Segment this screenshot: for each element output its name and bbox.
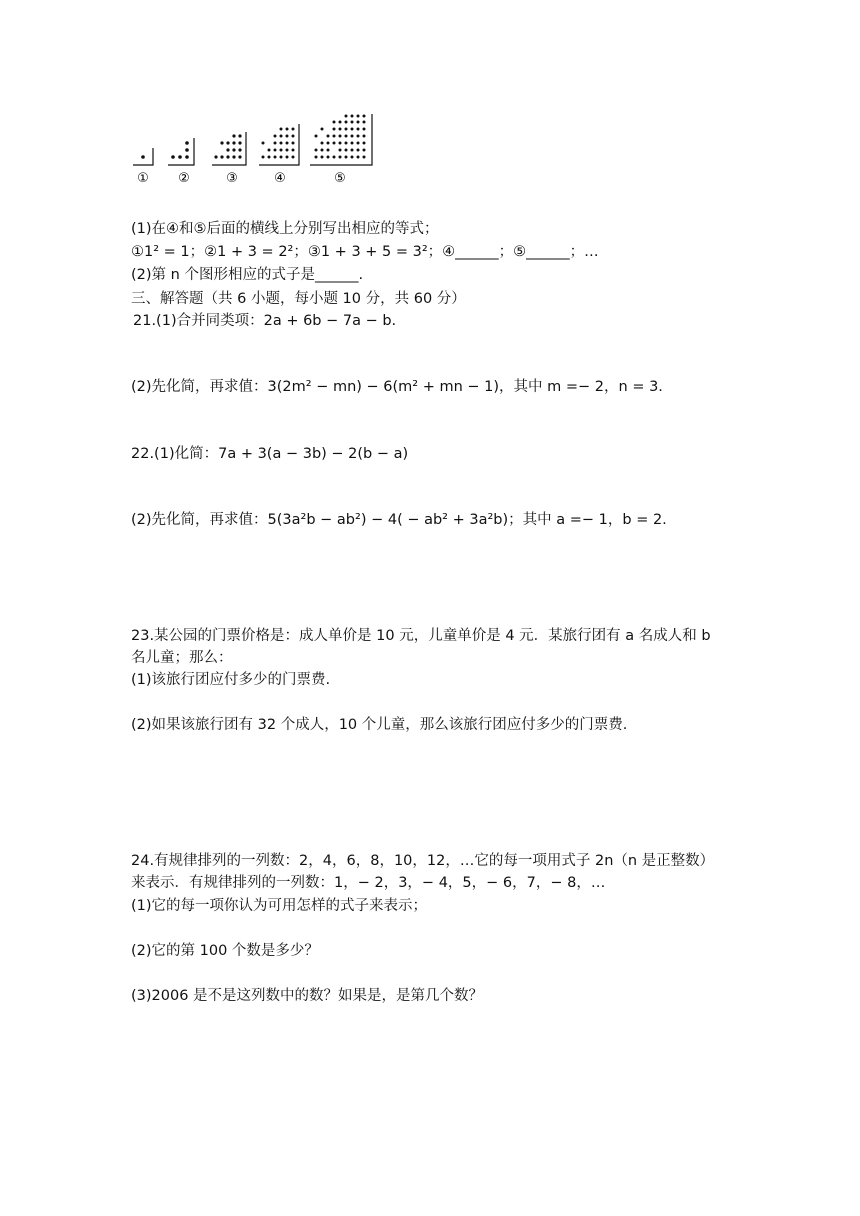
figure-label-4: ④	[274, 171, 286, 186]
figure-label-1: ①	[137, 171, 149, 186]
question-21-part-1: 21.(1)合并同类项：2a + 6b − 7a − b.	[133, 313, 397, 329]
figure-label-2: ②	[178, 171, 190, 186]
question-23-stem: 23.某公园的门票价格是：成人单价是 10 元，儿童单价是 4 元．某旅行团有 a 名成人和 b	[131, 628, 711, 644]
figure-4	[259, 124, 299, 165]
question-22-part-2: (2)先化简，再求值：5(3a²b − ab²) − 4( − ab² + 3a²b)；其中 a =− 1，b = 2.	[131, 512, 667, 528]
question-24-stem-cont: 来表示．有规律排列的一列数：1，− 2，3，− 4，5，− 6，7，− 8，…	[131, 875, 606, 891]
dot-pattern-figure	[128, 112, 388, 190]
question-23-part-2: (2)如果该旅行团有 32 个成人，10 个儿童，那么该旅行团应付多少的门票费.	[131, 717, 628, 733]
question-21-part-2: (2)先化简，再求值：3(2m² − mn) − 6(m² + mn − 1)，其中 m =− 2，n = 3.	[131, 379, 663, 395]
section-heading: 三、解答题（共 6 小题，每小题 10 分，共 60 分）	[131, 291, 466, 307]
figure-1	[133, 148, 153, 165]
question-24-part-2: (2)它的第 100 个数是多少？	[131, 943, 319, 959]
figure-3	[212, 132, 246, 165]
question-22-part-1: 22.(1)化简：7a + 3(a − 3b) − 2(b − a)	[131, 446, 409, 462]
question-24-part-1: (1)它的每一项你认为可用怎样的式子来表示；	[131, 898, 428, 914]
question-23-stem-cont: 名儿童；那么：	[131, 650, 233, 666]
question-23-part-1: (1)该旅行团应付多少的门票费.	[131, 672, 331, 688]
figure-2	[168, 138, 194, 165]
figure-5	[310, 114, 372, 165]
question-20-part-2: (2)第 n 个图形相应的式子是______.	[131, 267, 364, 283]
question-24-part-3: (3)2006 是不是这列数中的数？如果是，是第几个数？	[131, 988, 484, 1004]
question-24-stem: 24.有规律排列的一列数：2，4，6，8，10，12，…它的每一项用式子 2n（n 是正整数）	[131, 853, 715, 869]
question-20-equations: ①1² = 1；②1 + 3 = 2²；③1 + 3 + 5 = 3²；④______；⑤______；…	[131, 244, 599, 260]
figure-label-5: ⑤	[334, 171, 346, 186]
figure-label-3: ③	[226, 171, 238, 186]
question-20-part-1: (1)在④和⑤后面的横线上分别写出相应的等式；	[131, 221, 439, 237]
